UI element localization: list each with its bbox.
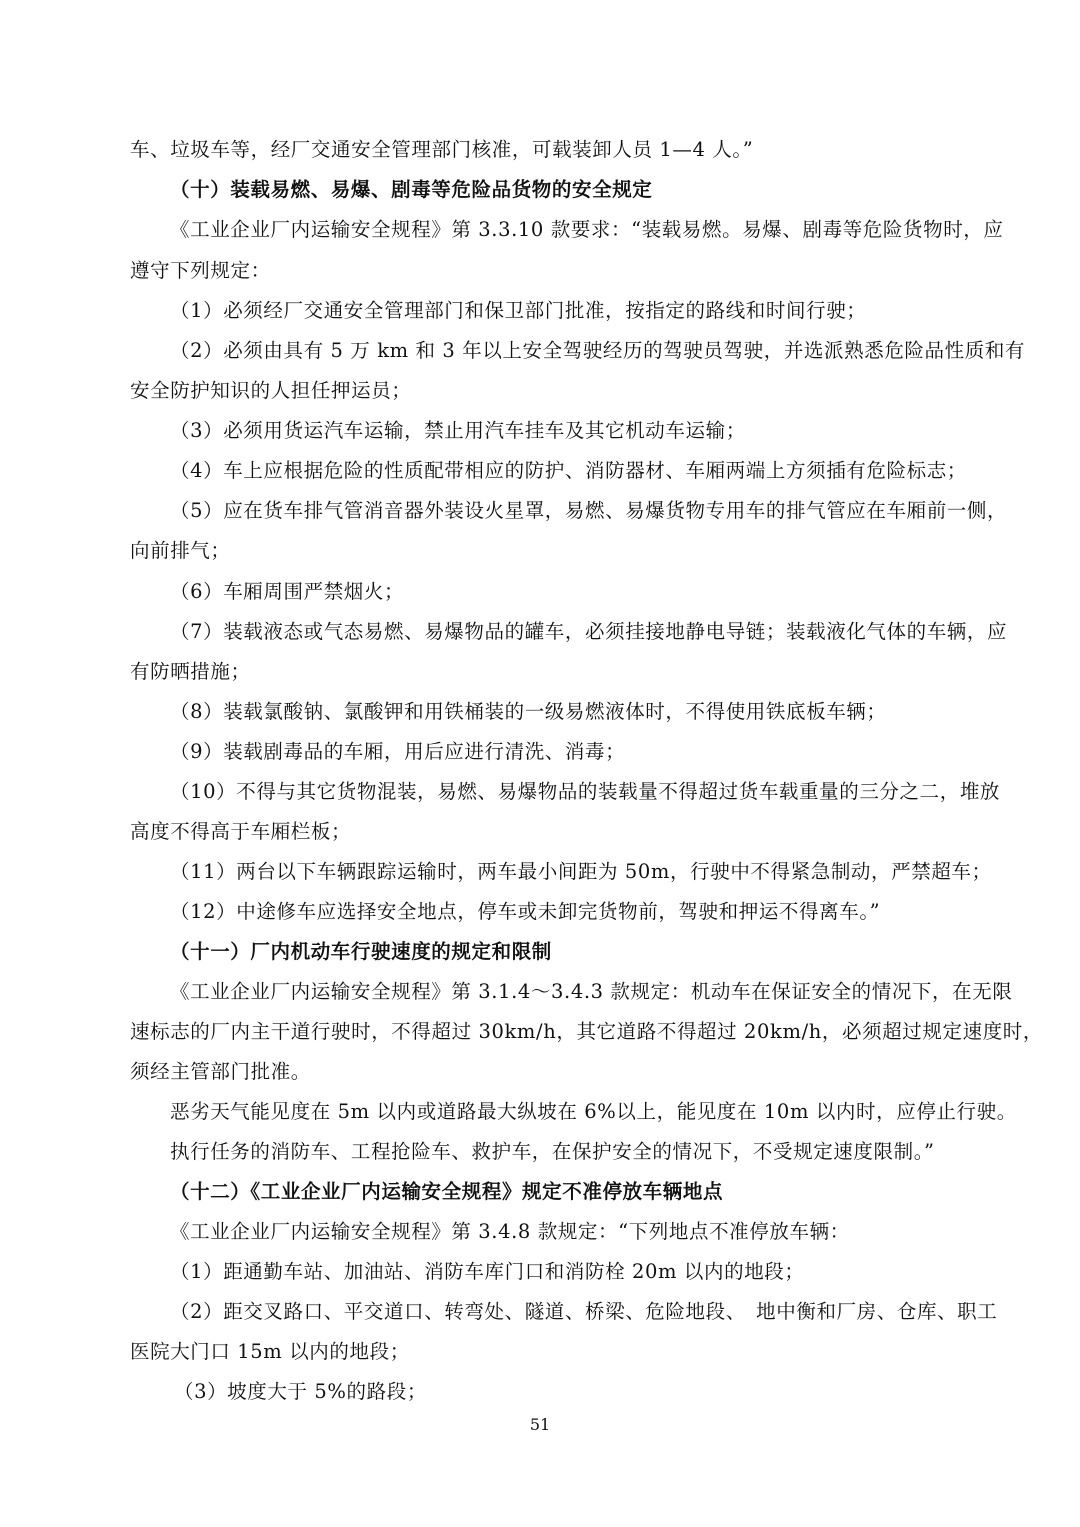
body-line: 恶劣天气能见度在 5m 以内或道路最大纵坡在 6%以上，能见度在 10m 以内时，应停止行驶。 bbox=[170, 1100, 1017, 1123]
body-line: 《工业企业厂内运输安全规程》第 3.4.8 款规定：“下列地点不准停放车辆： bbox=[170, 1220, 850, 1243]
section-heading: （十）装载易燃、易爆、剧毒等危险品货物的安全规定 bbox=[170, 178, 653, 201]
body-line: 速标志的厂内主干道行驶时，不得超过 30km/h，其它道路不得超过 20km/h，必须超过规定速度时， bbox=[130, 1020, 1043, 1043]
body-line: 执行任务的消防车、工程抢险车、救护车，在保护安全的情况下，不受规定速度限制。” bbox=[170, 1140, 935, 1163]
section-heading: （十一）厂内机动车行驶速度的规定和限制 bbox=[170, 940, 552, 963]
body-line: 医院大门口 15m 以内的地段； bbox=[130, 1340, 410, 1363]
body-line: 《工业企业厂内运输安全规程》第 3.3.10 款要求：“装载易燃。易爆、剧毒等危险货物时，应 bbox=[170, 218, 1004, 241]
body-line: 《工业企业厂内运输安全规程》第 3.1.4～3.4.3 款规定：机动车在保证安全的情况下，在无限 bbox=[170, 980, 1013, 1003]
section-heading: （十二）《工业企业厂内运输安全规程》规定不准停放车辆地点 bbox=[170, 1180, 724, 1203]
body-line: 安全防护知识的人担任押运员； bbox=[130, 379, 412, 402]
body-line: 车、垃圾车等，经厂交通安全管理部门核准，可载装卸人员 1—4 人。” bbox=[130, 138, 754, 161]
list-item: （10）不得与其它货物混装，易燃、易爆物品的装载量不得超过货车载重量的三分之二，堆放 bbox=[170, 780, 1001, 803]
list-item: （3）坡度大于 5%的路段； bbox=[174, 1380, 427, 1403]
list-item: （12）中途修车应选择安全地点，停车或未卸完货物前，驾驶和押运不得离车。” bbox=[170, 900, 881, 923]
list-item: （2）距交叉路口、平交道口、转弯处、隧道、桥梁、危险地段、 地中衡和厂房、仓库、职工 bbox=[170, 1300, 998, 1323]
list-item: （9）装载剧毒品的车厢，用后应进行清洗、消毒； bbox=[170, 740, 626, 763]
list-item: （5）应在货车排气管消音器外装设火星罩，易燃、易爆货物专用车的排气管应在车厢前一侧， bbox=[170, 499, 1008, 522]
list-item: （3）必须用货运汽车运输，禁止用汽车挂车及其它机动车运输； bbox=[170, 419, 746, 442]
body-line: 向前排气； bbox=[130, 539, 231, 562]
list-item: （1）距通勤车站、加油站、消防车库门口和消防栓 20m 以内的地段； bbox=[170, 1260, 805, 1283]
list-item: （4）车上应根据危险的性质配带相应的防护、消防器材、车厢两端上方须插有危险标志； bbox=[170, 459, 967, 482]
list-item: （2）必须由具有 5 万 km 和 3 年以上安全驾驶经历的驾驶员驾驶，并选派熟悉危险品性质和有 bbox=[170, 339, 1026, 362]
list-item: （1）必须经厂交通安全管理部门和保卫部门批准，按指定的路线和时间行驶； bbox=[170, 299, 867, 322]
body-line: 高度不得高于车厢栏板； bbox=[130, 820, 352, 843]
list-item: （8）装载氯酸钠、氯酸钾和用铁桶装的一级易燃液体时，不得使用铁底板车辆； bbox=[170, 700, 887, 723]
list-item: （7）装载液态或气态易燃、易爆物品的罐车，必须挂接地静电导链；装载液化气体的车辆，应 bbox=[170, 620, 1008, 643]
list-item: （6）车厢周围严禁烟火； bbox=[170, 580, 405, 603]
list-item: （11）两台以下车辆跟踪运输时，两车最小间距为 50m，行驶中不得紧急制动，严禁超车； bbox=[170, 860, 992, 883]
body-line: 须经主管部门批准。 bbox=[130, 1060, 311, 1083]
body-line: 有防晒措施； bbox=[130, 660, 251, 683]
body-line: 遵守下列规定： bbox=[130, 259, 271, 282]
page-number: 51 bbox=[529, 1415, 551, 1434]
